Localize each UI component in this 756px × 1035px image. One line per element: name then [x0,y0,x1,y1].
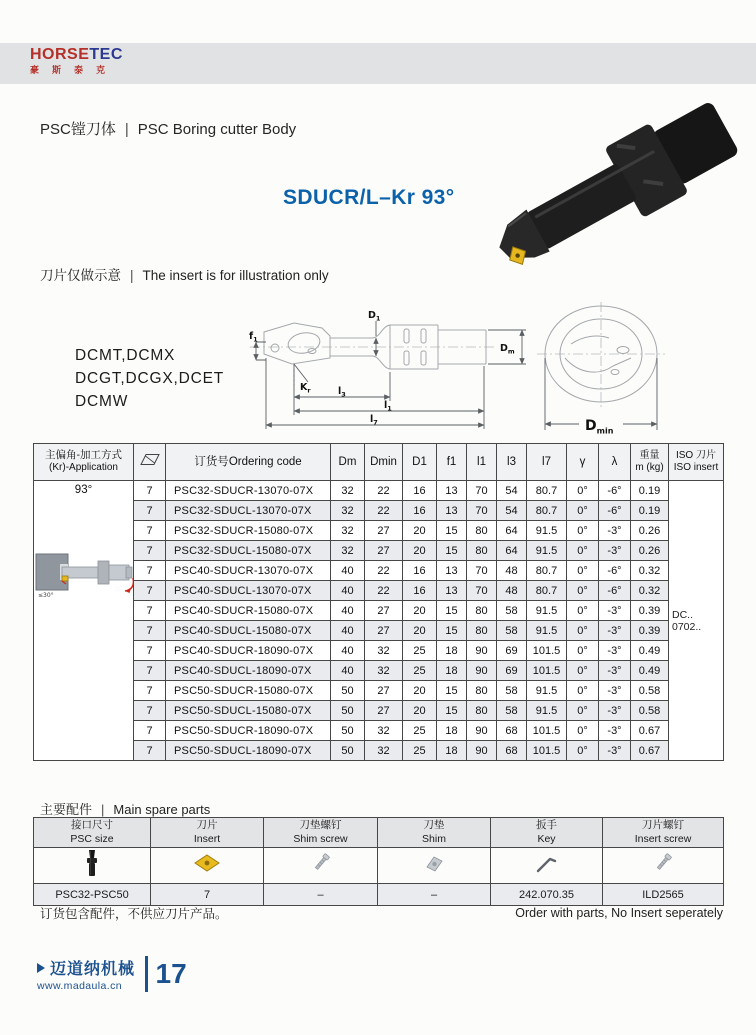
cell-gamma: 0° [567,741,599,761]
cell-l1: 80 [467,681,497,701]
cell-dm: 32 [331,481,365,501]
cell-dmin: 32 [365,741,403,761]
cell-l1: 90 [467,741,497,761]
cell-f1: 15 [437,521,467,541]
cell-dmin: 22 [365,581,403,601]
cell-l3: 68 [497,721,527,741]
footer-divider [145,956,148,992]
dim-label-d1: $D_1$ [368,310,381,323]
cell-weight: 0.67 [631,721,669,741]
cell-l1: 70 [467,481,497,501]
spec-row [34,621,724,641]
iso-insert-cell: DC.. 0702.. [669,481,724,761]
illustration-note-en: The insert is for illustration only [142,268,329,283]
angle-note: ≤30° [38,592,54,598]
cell-dmin: 22 [365,561,403,581]
spare-icon-row [34,848,724,884]
spare-shim-screw-value: – [264,884,378,906]
cell-lambda: -3° [599,741,631,761]
spare-header-row [34,818,724,848]
cell-l3: 69 [497,661,527,681]
cell-dm: 32 [331,501,365,521]
spec-row [34,701,724,721]
cell-l1: 70 [467,561,497,581]
cell-l1: 90 [467,641,497,661]
cell-lambda: -6° [599,501,631,521]
col-weight: 重量 m (kg) [631,444,669,481]
cell-f1: 15 [437,681,467,701]
cell-l1: 80 [467,621,497,641]
cell-l7: 101.5 [527,721,567,741]
cell-code: PSC40-SDUCL-15080-07X [166,621,331,641]
page-number: 17 [155,958,187,989]
insert-type-line: DCGT,DCGX,DCET [75,370,224,387]
cell-dm: 50 [331,701,365,721]
cell-l7: 80.7 [527,501,567,521]
cell-dm: 50 [331,681,365,701]
side-view-diagram [248,302,538,436]
spare-col-insert: 刀片 Insert [151,818,264,848]
cell-weight: 0.39 [631,621,669,641]
cell-l7: 91.5 [527,521,567,541]
cell-l3: 48 [497,561,527,581]
spec-row [34,741,724,761]
cell-dm: 50 [331,721,365,741]
cell-dm: 40 [331,661,365,681]
cell-qty: 7 [134,541,166,561]
cell-d1: 20 [403,621,437,641]
col-ordering-code: 订货号Ordering code [166,444,331,481]
cell-gamma: 0° [567,521,599,541]
col-insert-shape [134,444,166,481]
cell-weight: 0.58 [631,681,669,701]
brand-logo-text: HORSETEC [30,46,123,63]
brand-logo-chinese: 豪斯泰克 [30,65,119,75]
cell-weight: 0.49 [631,661,669,681]
illustration-note-cn: 刀片仅做示意 [40,268,121,283]
cell-qty: 7 [134,741,166,761]
cell-dmin: 27 [365,681,403,701]
cell-qty: 7 [134,501,166,521]
cell-dmin: 27 [365,701,403,721]
spec-row [34,641,724,661]
cell-lambda: -3° [599,621,631,641]
spare-col-key: 扳手 Key [491,818,603,848]
cell-f1: 15 [437,601,467,621]
cell-f1: 15 [437,621,467,641]
cell-lambda: -6° [599,581,631,601]
spec-row [34,681,724,701]
cell-l3: 64 [497,521,527,541]
dim-label-f1: $f_1$ [249,331,258,344]
cell-code: PSC50-SDUCR-18090-07X [166,721,331,741]
cell-d1: 20 [403,521,437,541]
cell-f1: 13 [437,481,467,501]
cell-d1: 25 [403,661,437,681]
spec-row [34,481,724,501]
screw-icon [310,852,332,874]
cell-lambda: -6° [599,481,631,501]
cell-l1: 80 [467,601,497,621]
cell-gamma: 0° [567,661,599,681]
cell-lambda: -3° [599,721,631,741]
cell-lambda: -3° [599,701,631,721]
spec-row [34,541,724,561]
insert-shape-icon [138,452,162,467]
product-photo [482,98,750,266]
insert-type-line: DCMW [75,393,129,410]
cell-code: PSC40-SDUCL-18090-07X [166,661,331,681]
cell-d1: 16 [403,581,437,601]
cell-gamma: 0° [567,581,599,601]
cell-lambda: -6° [599,561,631,581]
cell-code: PSC32-SDUCL-13070-07X [166,501,331,521]
cell-f1: 18 [437,741,467,761]
cell-f1: 15 [437,701,467,721]
cell-l1: 90 [467,661,497,681]
cell-f1: 18 [437,641,467,661]
cell-l7: 91.5 [527,701,567,721]
spec-row [34,661,724,681]
col-dmin: Dmin [365,444,403,481]
application-angle: 93° [74,484,93,496]
spare-col-shim: 刀垫 Shim [378,818,491,848]
spec-row [34,721,724,741]
cell-code: PSC50-SDUCL-18090-07X [166,741,331,761]
spec-row [34,581,724,601]
cell-l3: 64 [497,541,527,561]
cell-qty: 7 [134,481,166,501]
cell-qty: 7 [134,661,166,681]
cell-dmin: 32 [365,661,403,681]
cell-weight: 0.19 [631,481,669,501]
spare-col-insert-screw: 刀片螺钉 Insert screw [603,818,724,848]
cell-d1: 25 [403,741,437,761]
spare-parts-table [33,817,724,906]
spec-row [34,521,724,541]
footer-website: www.madaula.cn [37,980,122,992]
cell-qty: 7 [134,521,166,541]
cell-weight: 0.49 [631,641,669,661]
cell-d1: 20 [403,601,437,621]
spare-parts-heading: 主要配件 | Main spare parts [40,802,211,817]
cell-gamma: 0° [567,701,599,721]
cell-d1: 25 [403,721,437,741]
col-l1: l1 [467,444,497,481]
cell-gamma: 0° [567,621,599,641]
cell-l7: 101.5 [527,641,567,661]
dim-label-dmin: $D_{min}$ [585,418,614,436]
main-table-body [34,481,724,761]
insert-type-line: DCMT,DCMX [75,347,176,364]
dim-label-dm: $D_m$ [500,343,515,356]
dim-label-kr: $K_r$ [300,382,311,395]
cell-code: PSC40-SDUCL-13070-07X [166,581,331,601]
cell-l7: 80.7 [527,581,567,601]
cell-l3: 58 [497,601,527,621]
cell-l1: 80 [467,541,497,561]
cell-code: PSC40-SDUCR-13070-07X [166,561,331,581]
spare-key-value: 242.070.35 [491,884,603,906]
cell-weight: 0.67 [631,741,669,761]
cell-l1: 70 [467,581,497,601]
dim-label-l1: $l_1$ [384,400,392,413]
cell-dm: 40 [331,641,365,661]
cell-l3: 48 [497,581,527,601]
cell-l1: 80 [467,701,497,721]
spare-col-psc-size: 接口尺寸 PSC size [34,818,151,848]
spec-row [34,561,724,581]
insert-icon [193,853,221,873]
spare-value-row [34,884,724,906]
spare-insert-screw-value: ILD2565 [603,884,724,906]
dim-label-l7: $l_7$ [370,414,378,427]
screw-icon [652,852,674,874]
cell-f1: 13 [437,561,467,581]
cell-lambda: -3° [599,601,631,621]
order-note-en: Order with parts, No Insert seperately [515,906,723,920]
cell-d1: 16 [403,501,437,521]
cell-qty: 7 [134,601,166,621]
spare-shim-value: – [378,884,491,906]
cell-weight: 0.19 [631,501,669,521]
cell-l1: 70 [467,501,497,521]
col-lambda: λ [599,444,631,481]
cell-l3: 58 [497,701,527,721]
key-icon [534,851,560,875]
cell-gamma: 0° [567,601,599,621]
tool-shaft [526,163,637,250]
cell-l3: 69 [497,641,527,661]
cell-weight: 0.26 [631,541,669,561]
col-iso: ISO 刀片 ISO insert [669,444,724,481]
dim-label-l3: $l_3$ [338,386,346,399]
cell-l3: 54 [497,481,527,501]
page-title-en: PSC Boring cutter Body [137,121,297,138]
psc-shank-icon [83,848,101,878]
main-spec-table [33,443,724,761]
cell-d1: 20 [403,541,437,561]
cell-f1: 13 [437,501,467,521]
cell-code: PSC32-SDUCR-13070-07X [166,481,331,501]
cell-l7: 80.7 [527,561,567,581]
col-dm: Dm [331,444,365,481]
cell-l7: 80.7 [527,481,567,501]
col-application: 主偏角-加工方式 (Kr)-Application [34,444,134,481]
front-view-diagram [533,294,673,442]
cell-qty: 7 [134,721,166,741]
cell-qty: 7 [134,681,166,701]
cell-weight: 0.26 [631,521,669,541]
cell-lambda: -3° [599,521,631,541]
cell-dm: 40 [331,581,365,601]
cell-dm: 32 [331,541,365,561]
cell-code: PSC40-SDUCR-15080-07X [166,601,331,621]
cell-gamma: 0° [567,721,599,741]
cell-gamma: 0° [567,641,599,661]
main-table-header-row [34,444,724,481]
cell-lambda: -3° [599,681,631,701]
cell-code: PSC40-SDUCR-18090-07X [166,641,331,661]
col-l7: l7 [527,444,567,481]
brand-logo [30,47,123,75]
cell-weight: 0.32 [631,581,669,601]
cell-l7: 91.5 [527,541,567,561]
cell-dmin: 32 [365,721,403,741]
application-cell [34,481,134,761]
cell-code: PSC32-SDUCR-15080-07X [166,521,331,541]
cell-f1: 18 [437,661,467,681]
spare-insert-value: 7 [151,884,264,906]
cell-dm: 40 [331,621,365,641]
cell-qty: 7 [134,641,166,661]
cell-gamma: 0° [567,541,599,561]
cell-l3: 68 [497,741,527,761]
cell-qty: 7 [134,561,166,581]
cell-l3: 54 [497,501,527,521]
cell-gamma: 0° [567,481,599,501]
cell-dm: 40 [331,601,365,621]
footer-arrow-icon [37,963,45,973]
cell-l7: 91.5 [527,681,567,701]
cell-lambda: -3° [599,641,631,661]
spare-psc-size-value: PSC32-PSC50 [34,884,151,906]
col-d1: D1 [403,444,437,481]
col-l3: l3 [497,444,527,481]
cell-d1: 20 [403,681,437,701]
spare-col-shim-screw: 刀垫螺钉 Shim screw [264,818,378,848]
tool-insert [62,576,68,581]
cell-code: PSC50-SDUCL-15080-07X [166,701,331,721]
cell-l1: 80 [467,521,497,541]
cell-f1: 13 [437,581,467,601]
cell-lambda: -3° [599,661,631,681]
cell-d1: 16 [403,481,437,501]
product-title: SDUCR/L–Kr 93° [283,186,455,209]
cell-dm: 32 [331,521,365,541]
cell-gamma: 0° [567,561,599,581]
cell-gamma: 0° [567,681,599,701]
cell-lambda: -3° [599,541,631,561]
col-gamma: γ [567,444,599,481]
cell-l7: 101.5 [527,661,567,681]
cell-dmin: 27 [365,621,403,641]
cell-qty: 7 [134,621,166,641]
shim-icon [422,853,446,873]
cell-dmin: 27 [365,541,403,561]
col-f1: f1 [437,444,467,481]
cell-f1: 18 [437,721,467,741]
cell-d1: 16 [403,561,437,581]
spec-row [34,601,724,621]
cell-dmin: 22 [365,501,403,521]
cell-code: PSC50-SDUCR-15080-07X [166,681,331,701]
page-title [40,118,296,139]
cell-l7: 91.5 [527,621,567,641]
cell-dm: 40 [331,561,365,581]
page-title-cn: PSC镗刀体 [40,121,116,138]
tool-flange [98,561,109,584]
spec-row [34,501,724,521]
order-note-cn: 订货包含配件，不供应刀片产品。 [40,907,228,921]
cell-weight: 0.32 [631,561,669,581]
cell-dmin: 27 [365,601,403,621]
cell-d1: 25 [403,641,437,661]
cell-gamma: 0° [567,501,599,521]
cell-weight: 0.58 [631,701,669,721]
cell-l7: 101.5 [527,741,567,761]
cell-f1: 15 [437,541,467,561]
cell-dmin: 27 [365,521,403,541]
cell-l3: 58 [497,681,527,701]
cell-l1: 90 [467,721,497,741]
cell-d1: 20 [403,701,437,721]
cell-l7: 91.5 [527,601,567,621]
footer [37,956,187,992]
cell-code: PSC32-SDUCL-15080-07X [166,541,331,561]
footer-company: 迈道纳机械 [50,961,136,978]
cell-dmin: 32 [365,641,403,661]
cell-l3: 58 [497,621,527,641]
illustration-note: 刀片仅做示意 | The insert is for illustration only [40,268,329,283]
cell-dm: 50 [331,741,365,761]
footer-brand [37,956,135,992]
cell-dmin: 22 [365,481,403,501]
title-separator: | [124,121,129,138]
cell-weight: 0.39 [631,601,669,621]
cell-qty: 7 [134,581,166,601]
application-illustration [34,548,134,598]
insert-types-list [75,344,224,413]
cell-qty: 7 [134,701,166,721]
